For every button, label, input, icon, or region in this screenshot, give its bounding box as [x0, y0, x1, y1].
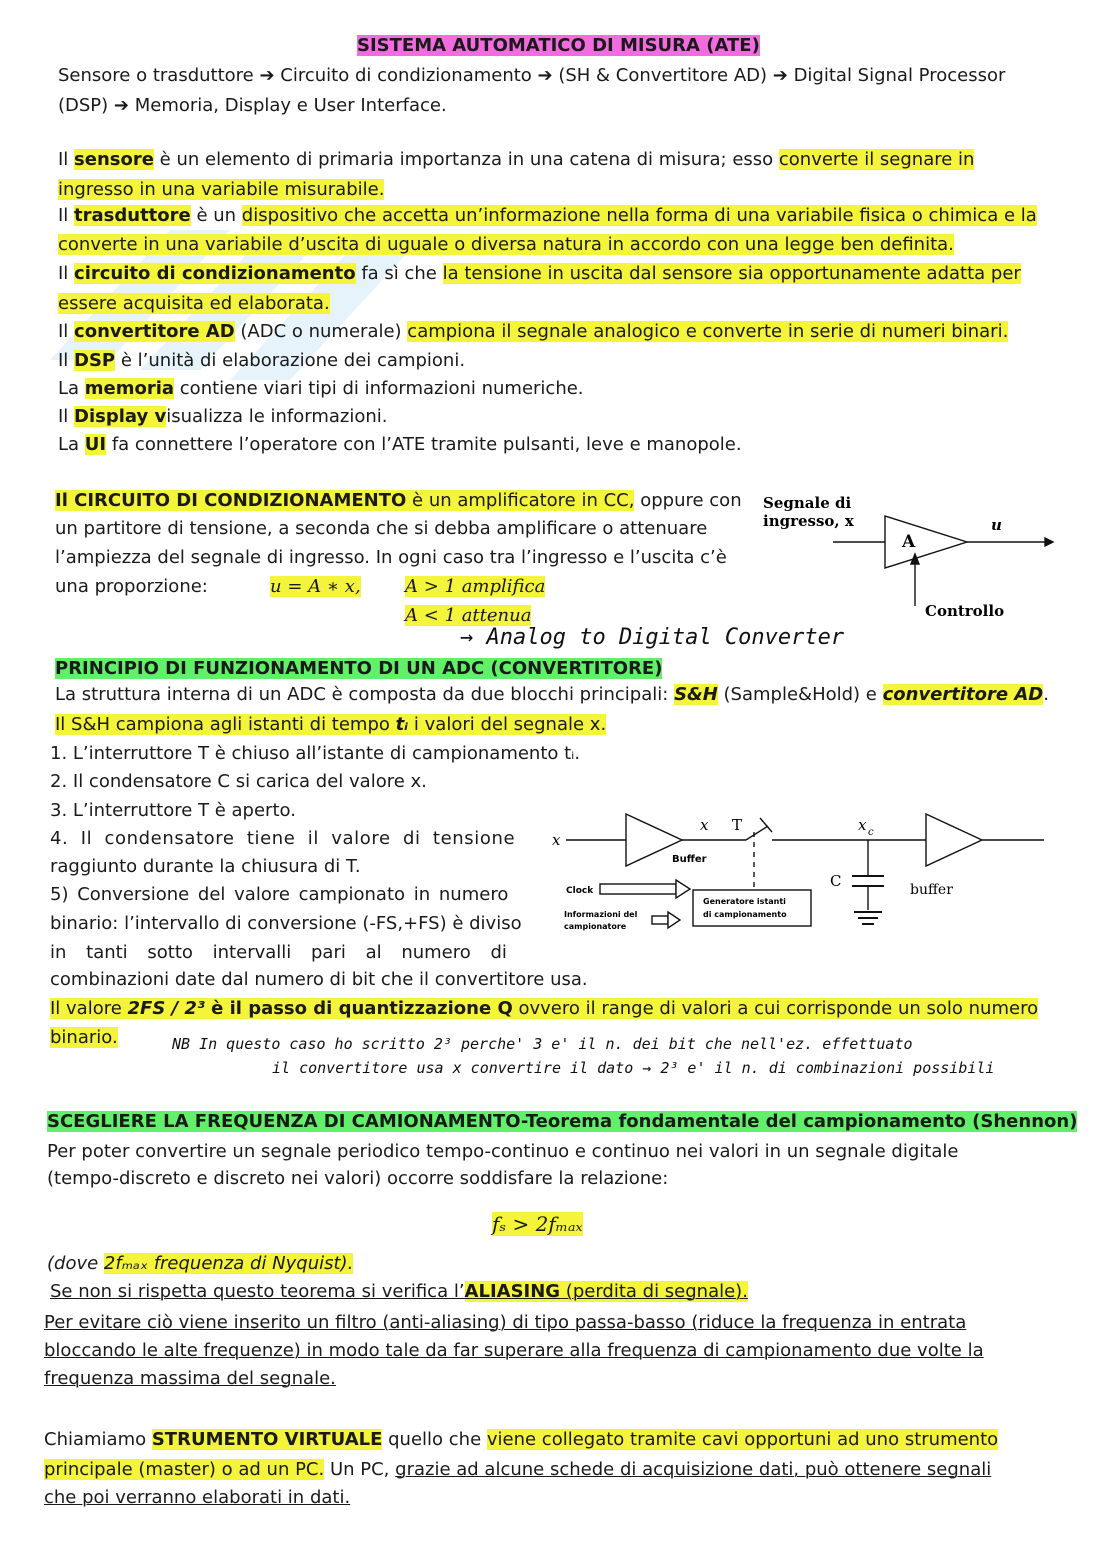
def-memory: La memoria contiene viari tipi di informazioni numeriche.: [58, 378, 584, 399]
adc-intro: La struttura interna di un ADC è composta da due blocchi principali: S&H (Sample&Hold) e convertitore AD.: [55, 684, 1049, 705]
virtual-line-3: che poi verranno elaborati in dati.: [44, 1487, 351, 1508]
def-conditioning: Il circuito di condizionamento fa sì che la tensione in uscita dal sensore sia opportunamente adatta per: [58, 263, 1021, 284]
nyquist-formula: fₛ > 2fₘₐₓ: [492, 1212, 583, 1236]
held-signal-subscript: c: [868, 827, 874, 838]
def-transducer: Il trasduttore è un dispositivo che accetta un’informazione nella forma di una variabile fisica o chimica e la: [58, 205, 1037, 226]
def-conditioning-2: essere acquisita ed elaborata.: [58, 293, 330, 314]
quantization-line-2: binario.: [50, 1027, 118, 1048]
held-signal-label: x: [858, 816, 867, 834]
handwritten-adc-note: → Analog to Digital Converter: [460, 625, 845, 650]
sampled-signal-label: x: [700, 816, 709, 834]
adc-step-5c: in tanti sotto intervalli pari al numero di: [50, 942, 507, 963]
adc-sh-line: Il S&H campiona agli istanti di tempo tᵢ i valori del segnale x.: [55, 714, 607, 735]
adc-step-3: 3. L’interruttore T è aperto.: [50, 800, 296, 821]
sampler-info-label-2: campionatore: [564, 922, 627, 931]
filter-line-2: bloccando le alte frequenze) in modo tale da far superare alla frequenza di campionamento due volte la: [44, 1340, 984, 1361]
def-dsp: Il DSP è l’unità di elaborazione dei campioni.: [58, 350, 466, 371]
def-display: Il Display visualizza le informazioni.: [58, 406, 388, 427]
filter-line-1: Per evitare ciò viene inserito un filtro (anti-aliasing) di tipo passa-basso (riduce la frequenza in entrata: [44, 1312, 967, 1333]
sampling-title: SCEGLIERE LA FREQUENZA DI CAMIONAMENTO-Teorema fondamentale del campionamento (Shennon): [47, 1111, 1078, 1132]
sampling-line-1: Per poter convertire un segnale periodico tempo-continuo e continuo nei valori in un segnale digitale: [47, 1141, 959, 1162]
aliasing-line: Se non si rispetta questo teorema si verifica l’ALIASING (perdita di segnale).: [50, 1281, 748, 1302]
cond-amp: A > 1 amplifica: [405, 576, 546, 597]
virtual-line-2: principale (master) o ad un PC. Un PC, grazie ad alcune schede di acquisizione dati, può ottenere segnali: [44, 1459, 992, 1480]
def-transducer-2: converte in una variabile d’uscita di uguale o diversa natura in accordo con una legge ben definita.: [58, 234, 954, 255]
generator-label-1: Generatore istanti: [703, 897, 786, 906]
def-adc: Il convertitore AD (ADC o numerale) campiona il segnale analogico e converte in serie di numeri binari.: [58, 321, 1009, 342]
output-label: u: [991, 516, 1002, 534]
cond-att: A < 1 attenua: [405, 605, 532, 626]
cond-line-4: una proporzione:: [55, 576, 208, 597]
amplifier-diagram: [755, 488, 1065, 628]
adc-step-2: 2. Il condensatore C si carica del valore x.: [50, 771, 427, 792]
nyquist-note: (dove 2fₘₐₓ frequenza di Nyquist).: [47, 1253, 354, 1274]
adc-step-1: 1. L’interruttore T è chiuso all’istante di campionamento tᵢ.: [50, 743, 581, 764]
cond-line-1: Il CIRCUITO DI CONDIZIONAMENTO è un amplificatore in CC, oppure con: [55, 490, 742, 511]
quantization-line: Il valore 2FS / 2³ è il passo di quantizzazione Q ovvero il range di valori a cui corrisponde un solo numero: [50, 998, 1039, 1019]
cond-line-3: l’ampiezza del segnale di ingresso. In ogni caso tra l’ingresso e l’uscita c’è: [55, 547, 727, 568]
adc-step-4b: raggiunto durante la chiusura di T.: [50, 856, 361, 877]
generator-label-2: di campionamento: [703, 910, 787, 919]
chain-line-2: (DSP) ➔ Memoria, Display e User Interface.: [58, 95, 447, 116]
gain-block-label: A: [902, 532, 916, 552]
cond-line-2: un partitore di tensione, a seconda che si debba amplificare o attenuare: [55, 518, 708, 539]
cond-formula: u = A ∗ x,: [270, 576, 361, 597]
adc-input-label: x: [552, 831, 561, 849]
adc-title: PRINCIPIO DI FUNZIONAMENTO DI UN ADC (CONVERTITORE): [55, 658, 663, 679]
handwritten-nb-1: NB In questo caso ho scritto 2³ perche' 3 e' il n. dei bit che nell'ez. effettuato: [172, 1035, 913, 1053]
adc-step-4a: 4. Il condensatore tiene il valore di tensione: [50, 828, 516, 849]
input-label-2: ingresso, x: [763, 512, 854, 530]
handwritten-nb-2: il convertitore usa x convertire il dato → 2³ e' il n. di combinazioni possibili: [272, 1059, 995, 1077]
buffer-label-1: Buffer: [672, 854, 707, 865]
def-sensor-2: ingresso in una variabile misurabile.: [58, 179, 385, 200]
chain-line-1: Sensore o trasduttore ➔ Circuito di condizionamento ➔ (SH & Convertitore AD) ➔ Digital Signal Processor: [58, 65, 1006, 86]
sampling-line-2: (tempo-discreto e discreto nei valori) occorre soddisfare la relazione:: [47, 1168, 669, 1189]
sample-hold-diagram: [548, 808, 1048, 938]
capacitor-label: C: [830, 872, 842, 890]
virtual-line-1: Chiamiamo STRUMENTO VIRTUALE quello che viene collegato tramite cavi opportuni ad uno strumento: [44, 1429, 999, 1450]
clock-label: Clock: [566, 886, 594, 896]
filter-line-3: frequenza massima del segnale.: [44, 1368, 336, 1389]
input-label-1: Segnale di: [763, 494, 852, 512]
control-label: Controllo: [925, 602, 1005, 620]
def-ui: La UI fa connettere l’operatore con l’ATE tramite pulsanti, leve e manopole.: [58, 434, 742, 455]
switch-label: T: [732, 816, 743, 834]
def-sensor: Il sensore è un elemento di primaria importanza in una catena di misura; esso converte il segnare in: [58, 149, 975, 170]
adc-step-5d: combinazioni date dal numero di bit che il convertitore usa.: [50, 969, 588, 990]
buffer-label-2: buffer: [910, 882, 953, 898]
sampler-info-label-1: Informazioni del: [564, 910, 638, 919]
page-title: SISTEMA AUTOMATICO DI MISURA (ATE): [357, 35, 760, 56]
adc-step-5b: binario: l’intervallo di conversione (-FS,+FS) è diviso: [50, 913, 522, 934]
adc-step-5a: 5) Conversione del valore campionato in numero: [50, 884, 509, 905]
